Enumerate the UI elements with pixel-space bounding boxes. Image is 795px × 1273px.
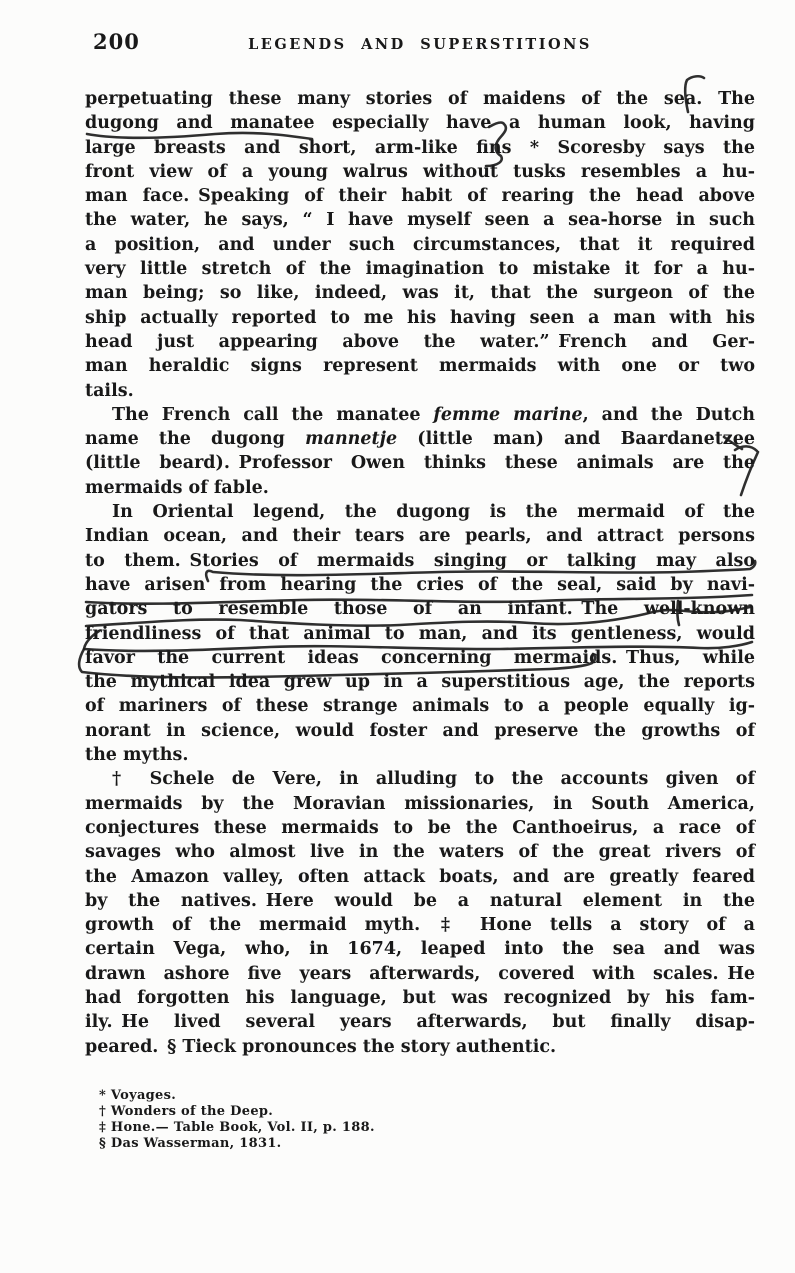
text-segment: tails. bbox=[85, 380, 134, 401]
text-line bbox=[85, 257, 755, 281]
text-segment: dugong and manatee especially have a human look, having bbox=[85, 113, 755, 134]
text-line bbox=[85, 986, 755, 1010]
text-line bbox=[85, 379, 755, 403]
text-segment: the Amazon valley, often attack boats, and are greatly feared bbox=[85, 866, 755, 887]
text-segment: savages who almost live in the waters of the great rivers of bbox=[85, 842, 755, 863]
text-segment: mermaids by the Moravian missionaries, in South America, bbox=[85, 793, 755, 814]
text-line bbox=[85, 840, 755, 864]
text-segment: man being; so like, indeed, was it, that the surgeon of the bbox=[85, 283, 755, 304]
text-line bbox=[85, 694, 755, 718]
text-line bbox=[85, 767, 755, 791]
text-line bbox=[85, 87, 755, 111]
text-segment: perpetuating these many stories of maidens of the sea. The bbox=[85, 89, 755, 109]
text-line bbox=[85, 937, 755, 961]
italic-text: mannetje bbox=[305, 429, 398, 450]
text-segment: ily. He lived several years afterwards, but finally disap- bbox=[85, 1012, 755, 1033]
text-line bbox=[85, 136, 755, 160]
text-segment: very little stretch of the imagination to mistake it for a hu- bbox=[85, 259, 755, 280]
text-line bbox=[85, 743, 755, 767]
text-segment: favor the current ideas concerning mermaids. Thus, while bbox=[85, 647, 755, 668]
paragraph bbox=[85, 500, 755, 767]
text-line bbox=[85, 865, 755, 889]
text-line bbox=[85, 646, 755, 670]
text-line bbox=[85, 622, 755, 646]
text-line bbox=[85, 549, 755, 573]
text-segment: large breasts and short, arm-like fins * Scoresby says the bbox=[85, 137, 755, 158]
text-segment: (little beard). Professor Owen thinks these animals are the bbox=[85, 453, 755, 474]
text-line bbox=[85, 281, 755, 305]
text-segment: (little man) and Baardanetzee bbox=[397, 429, 755, 450]
text-line bbox=[85, 476, 755, 500]
text-line bbox=[85, 451, 755, 475]
text-segment: † Schele de Vere, in alluding to the accounts given of bbox=[112, 769, 755, 790]
text-segment: man heraldic signs represent mermaids with one or two bbox=[85, 356, 755, 377]
text-line bbox=[85, 184, 755, 208]
text-segment: the mythical idea grew up in a superstitious age, the reports bbox=[85, 672, 755, 693]
text-segment: had forgotten his language, but was recognized by his fam- bbox=[85, 987, 755, 1008]
text-line bbox=[85, 1035, 755, 1059]
text-segment: ship actually reported to me his having seen a man with his bbox=[85, 307, 755, 328]
paragraph bbox=[85, 767, 755, 1059]
text-line bbox=[85, 233, 755, 257]
body-text bbox=[85, 87, 755, 1059]
footnote-line: † Wonders of the Deep. bbox=[99, 1104, 274, 1119]
text-line bbox=[85, 573, 755, 597]
text-segment: growth of the mermaid myth. ‡ Hone tells a story of a bbox=[85, 915, 755, 936]
footnote-line: § Das Wasserman, 1831. bbox=[99, 1136, 282, 1151]
text-segment: mermaids of fable. bbox=[85, 477, 269, 498]
text-line bbox=[85, 111, 755, 135]
text-segment: to them. Stories of mermaids singing or talking may also bbox=[85, 550, 755, 571]
text-segment: a position, and under such circumstances, that it required bbox=[85, 234, 755, 255]
text-line bbox=[85, 889, 755, 913]
text-line bbox=[85, 427, 755, 451]
paragraph bbox=[85, 403, 755, 500]
text-segment: man face. Speaking of their habit of rearing the head above bbox=[85, 186, 755, 207]
text-line bbox=[85, 719, 755, 743]
text-segment: by the natives. Here would be a natural element in the bbox=[85, 890, 755, 911]
text-segment: name the dugong bbox=[85, 429, 306, 450]
text-segment: drawn ashore five years afterwards, covered with scales. He bbox=[85, 963, 755, 984]
text-segment: The French call the manatee bbox=[112, 404, 434, 425]
text-line bbox=[85, 597, 755, 621]
text-line bbox=[85, 160, 755, 184]
text-line bbox=[85, 792, 755, 816]
text-line bbox=[85, 330, 755, 354]
text-segment: the water, he says, “ I have myself seen a sea-horse in such bbox=[85, 210, 755, 231]
text-line bbox=[85, 403, 755, 427]
text-segment: front view of a young walrus without tusks resembles a hu- bbox=[85, 161, 755, 182]
text-line bbox=[85, 913, 755, 937]
paragraph bbox=[85, 87, 755, 403]
footnote-line: ‡ Hone.— Table Book, Vol. II, p. 188. bbox=[99, 1120, 375, 1135]
text-segment: Indian ocean, and their tears are pearls, and attract persons bbox=[85, 526, 755, 547]
text-line bbox=[85, 962, 755, 986]
text-line bbox=[85, 524, 755, 548]
text-segment: norant in science, would foster and preserve the growths of bbox=[85, 720, 755, 741]
text-segment: In Oriental legend, the dugong is the mermaid of the bbox=[112, 502, 755, 523]
footnote-line: * Voyages. bbox=[99, 1088, 177, 1103]
text-line bbox=[85, 670, 755, 694]
text-segment: certain Vega, who, in 1674, leaped into the sea and was bbox=[85, 939, 755, 960]
text-segment: the myths. bbox=[85, 745, 189, 766]
text-line bbox=[85, 500, 755, 524]
text-line bbox=[85, 354, 755, 378]
running-head-title: LEGENDS AND SUPERSTITIONS bbox=[248, 36, 592, 53]
text-segment: peared. § Tieck pronounces the story authentic. bbox=[85, 1036, 557, 1057]
footnotes bbox=[99, 1088, 375, 1152]
page-number: 200 bbox=[93, 29, 140, 54]
text-line bbox=[85, 816, 755, 840]
text-segment: head just appearing above the water.” French and Ger- bbox=[85, 331, 755, 352]
text-segment: conjectures these mermaids to be the Canthoeirus, a race of bbox=[85, 817, 755, 838]
text-segment: gators to resemble those of an infant. The well-known bbox=[85, 599, 755, 620]
text-line bbox=[85, 208, 755, 232]
text-segment: friendliness of that animal to man, and its gentleness, would bbox=[85, 623, 755, 644]
italic-text: femme marine bbox=[433, 404, 583, 425]
text-line bbox=[85, 1010, 755, 1034]
text-segment: , and the Dutch bbox=[582, 404, 755, 425]
text-line bbox=[85, 306, 755, 330]
text-segment: of mariners of these strange animals to a people equally ig- bbox=[85, 696, 755, 717]
text-segment: have arisen from hearing the cries of the seal, said by navi- bbox=[85, 574, 755, 595]
